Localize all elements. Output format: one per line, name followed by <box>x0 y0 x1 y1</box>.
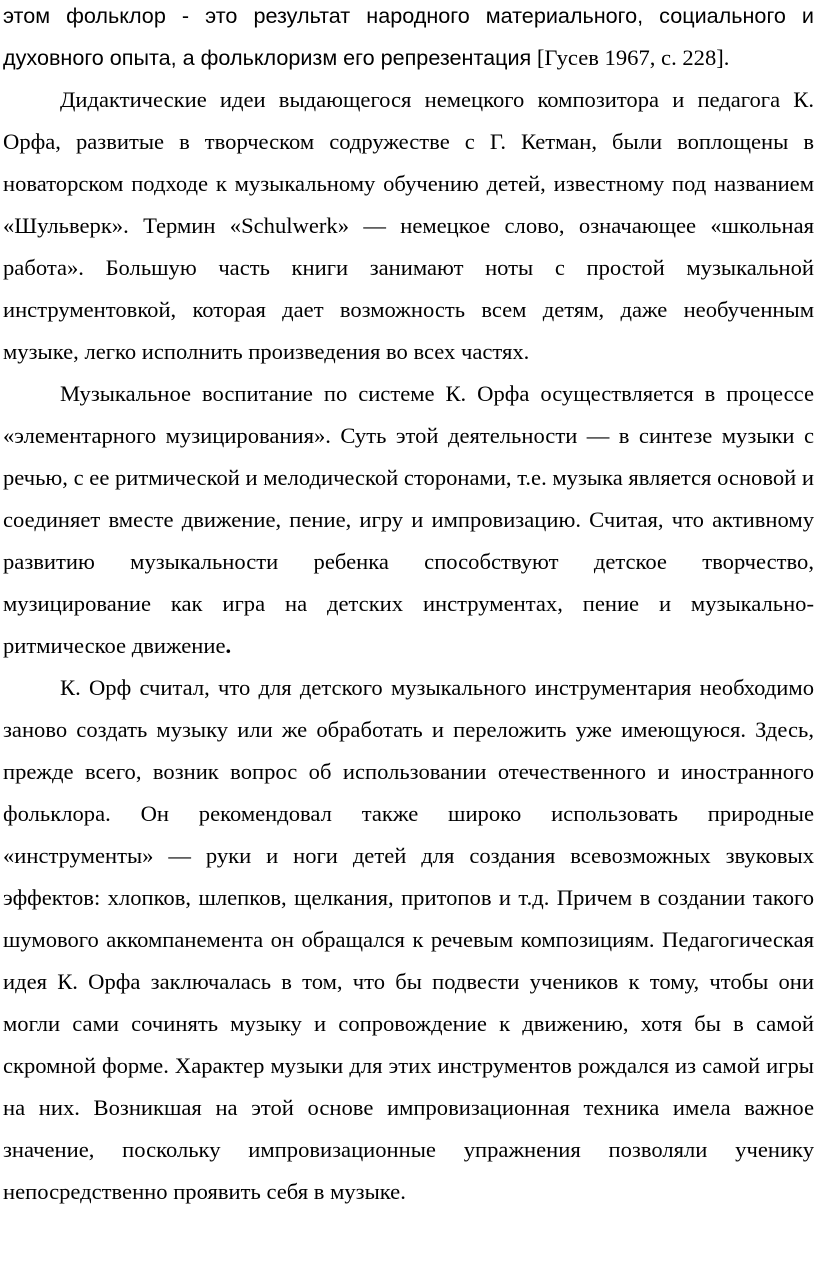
bold-period: . <box>225 633 232 658</box>
paragraph-elementary-music-making-text: Музыкальное воспитание по системе К. Орфа осуществляется в процессе «элементарного музицирования». Суть этой деятельности — в синтезе музыки с речью, с ее ритмической и мелодической сторонами, т.е. музыка является основой и соединяет вместе движение, пение, игру и импровизацию. Считая, что активному развитию музыкальности ребенка способствуют детское творчество, музицирование как игра на детских инструментах, пение и музыкально-ритмическое движение <box>3 381 814 658</box>
paragraph-schulwerk: Дидактические идеи выдающегося немецкого композитора и педагога К. Орфа, развитые в творческом содружестве с Г. Кетман, были воплощены в новаторском подходе к музыкальному обучению детей, известному под названием «Шульверк». Термин «Schulwerk» — немецкое слово, означающее «школьная работа». Большую часть книги занимают ноты с простой музыкальной инструментовкой, которая дает возможность всем детям, даже необученным музыке, легко исполнить произведения во всех частях. <box>3 87 814 364</box>
paragraph-continuation <box>3 0 814 79</box>
paragraph-continuation-text: этом фольклор - это результат народного материального, социального и духовного опыта, а фольклоризм его репрезентация <box>3 3 814 70</box>
citation-text: [Гусев 1967, с. 228]. <box>531 45 730 70</box>
paragraph-elementary-music-making <box>3 373 814 667</box>
paragraph-orff-instruments: К. Орф считал, что для детского музыкального инструментария необходимо заново создать музыку или же обработать и переложить уже имеющуюся. Здесь, прежде всего, возник вопрос об использовании отечественного и иностранного фольклора. Он рекомендовал также широко использовать природные «инструменты» — руки и ноги детей для создания всевозможных звуковых эффектов: хлопков, шлепков, щелкания, притопов и т.д. Причем в создании такого шумового аккомпанемента он обращался к речевым композициям. Педагогическая идея К. Орфа заключалась в том, что бы подвести учеников к тому, чтобы они могли сами сочинять музыку и сопровождение к движению, хотя бы в самой скромной форме. Характер музыки для этих инструментов рождался из самой игры на них. Возникшая на этой основе импровизационная техника имела важное значение, поскольку импровизационные упражнения позволяли ученику непосредственно проявить себя в музыке. <box>3 675 814 1204</box>
